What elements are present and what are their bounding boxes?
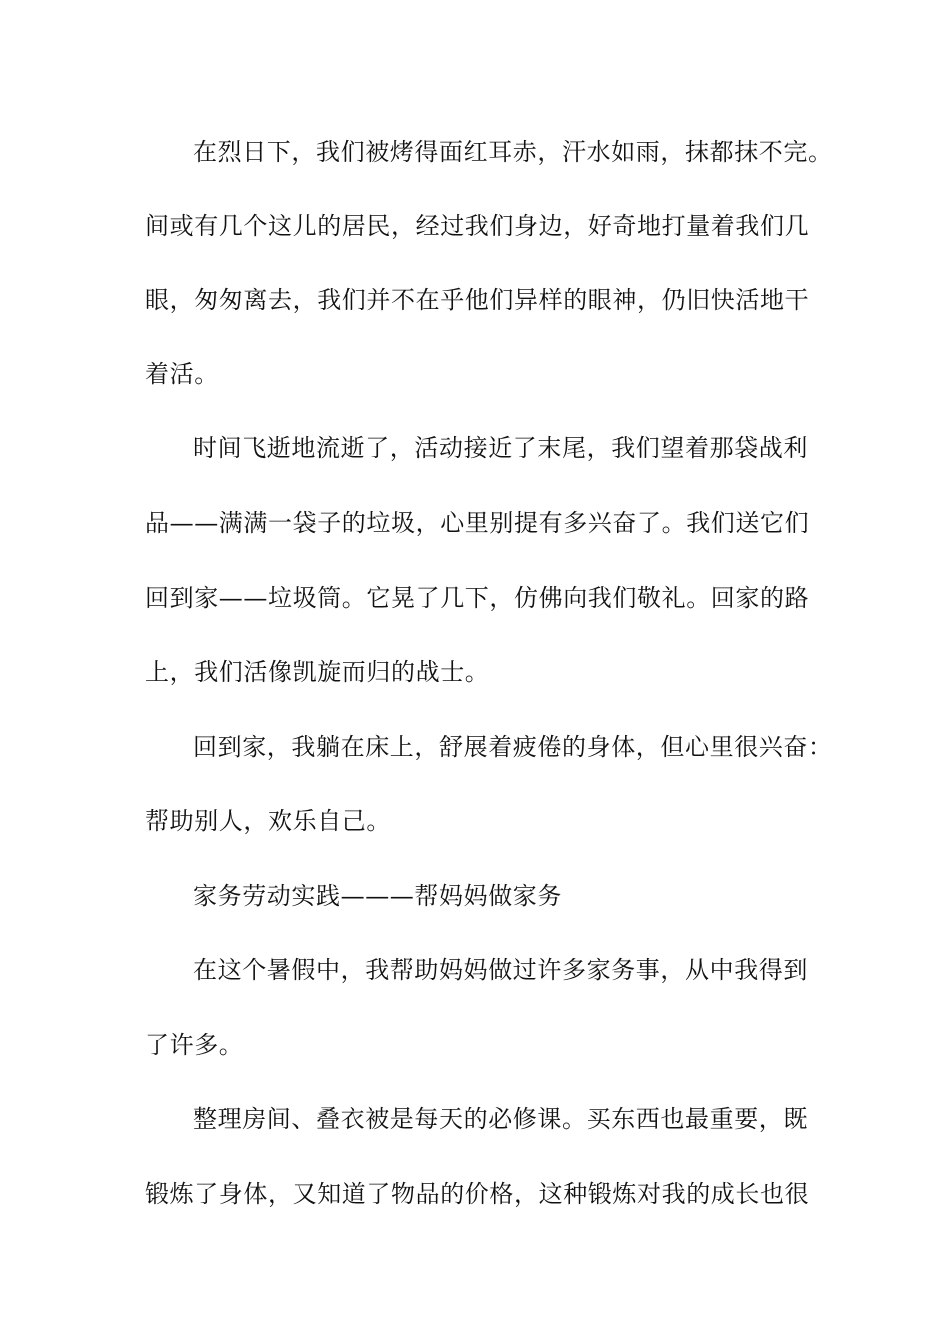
text-line: 时间飞逝地流逝了，活动接近了末尾，我们望着那袋战利 <box>193 434 808 462</box>
text-line: 着活。 <box>145 360 219 388</box>
text-line: 锻炼了身体，又知道了物品的价格，这种锻炼对我的成长也很 <box>145 1180 810 1208</box>
section-heading: 家务劳动实践———帮妈妈做家务 <box>193 882 562 910</box>
text-line: 整理房间、叠衣被是每天的必修课。买东西也最重要，既 <box>193 1105 808 1133</box>
text-line: 了许多。 <box>145 1031 244 1059</box>
text-line: 眼，匆匆离去，我们并不在乎他们异样的眼神，仍旧快活地干 <box>145 286 810 314</box>
text-line: 在烈日下，我们被烤得面红耳赤，汗水如雨，抹都抹不完。 <box>193 138 833 166</box>
text-line: 在这个暑假中，我帮助妈妈做过许多家务事，从中我得到 <box>193 956 808 984</box>
text-line: 上，我们活像凯旋而归的战士。 <box>145 658 490 686</box>
text-line: 回到家——垃圾筒。它晃了几下，仿佛向我们敬礼。回家的路 <box>145 584 810 612</box>
text-line: 帮助别人，欢乐自己。 <box>145 807 391 835</box>
text-line: 回到家，我躺在床上，舒展着疲倦的身体，但心里很兴奋： <box>193 733 833 761</box>
text-line: 品——满满一袋子的垃圾，心里别提有多兴奋了。我们送它们 <box>145 509 810 537</box>
text-line: 间或有几个这儿的居民，经过我们身边，好奇地打量着我们几 <box>145 212 810 240</box>
